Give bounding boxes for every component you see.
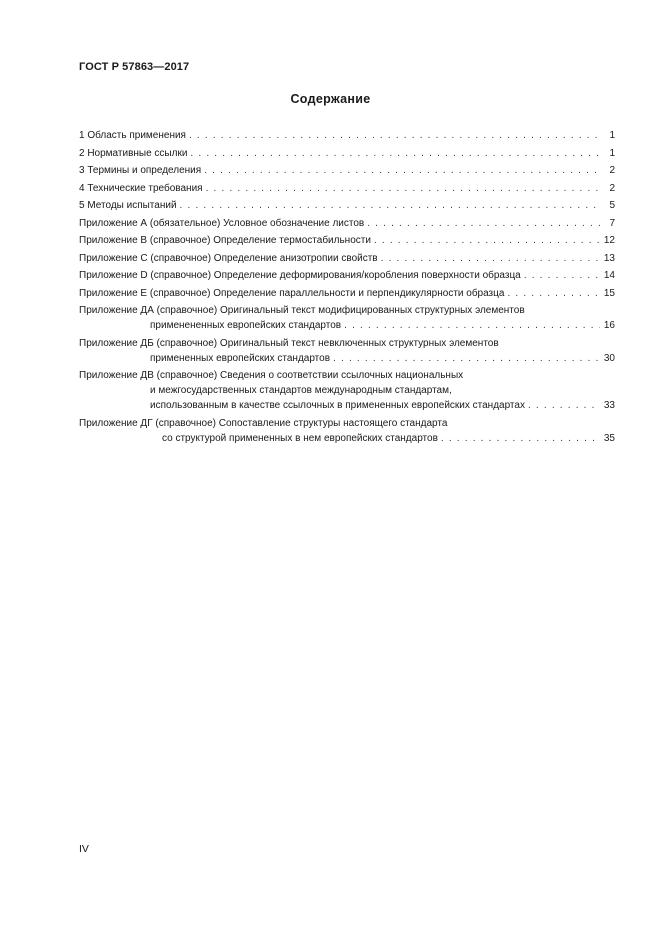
toc-leader <box>374 233 600 248</box>
toc-entry-title-continuation: и межгосударственных стандартов международным стандартам, <box>150 385 452 396</box>
toc-leader <box>333 351 600 366</box>
toc-entry-title: Приложение А (обязательное) Условное обозначение листов <box>79 217 365 229</box>
toc-entry-title: Приложение В (справочное) Определение термостабильности <box>79 235 371 246</box>
toc-page-number: 33 <box>603 400 615 411</box>
page-title: Содержание <box>290 92 371 106</box>
page-number: IV <box>79 843 89 855</box>
toc-entry-title: 1 Область применения <box>79 130 186 141</box>
toc-entry-title: Приложение D (справочное) Определение деформирования/коробления поверхности образца <box>79 270 521 281</box>
toc-page-number: 2 <box>609 182 615 194</box>
toc-entry-title: Приложение ДГ (справочное) Сопоставление структуры настоящего стандарта <box>79 417 448 429</box>
toc-leader <box>206 181 600 196</box>
toc-entry[interactable] <box>79 198 615 213</box>
toc-entry[interactable] <box>79 336 615 366</box>
toc-entry-title: Приложение С (справочное) Определение анизотропии свойств <box>79 252 378 264</box>
toc-entry-title: Приложение ДБ (справочное) Оригинальный текст невключенных структурных элементов <box>79 337 499 349</box>
toc-entry[interactable] <box>79 286 615 301</box>
toc-page-number: 15 <box>603 287 615 299</box>
toc-page-number: 35 <box>603 432 615 444</box>
toc-entry[interactable] <box>79 268 615 283</box>
toc-entry[interactable] <box>79 251 615 266</box>
toc-entry-title-continuation: применененных европейских стандартов <box>150 320 342 331</box>
toc-entry-title: 2 Нормативные ссылки <box>79 147 188 159</box>
toc-page-number: 30 <box>603 352 615 364</box>
toc-entry-title: 4 Технические требования <box>79 182 203 194</box>
toc-leader <box>189 128 600 143</box>
toc-entry[interactable] <box>79 416 615 446</box>
toc-entry[interactable] <box>79 146 615 161</box>
toc-entry-title: 3 Термины и определения <box>79 165 202 176</box>
toc-entry[interactable] <box>79 181 615 196</box>
toc-entry-title: 5 Методы испытаний <box>79 200 177 211</box>
toc-leader <box>204 163 600 178</box>
toc-page-number: 7 <box>609 217 615 229</box>
toc-page-number: 5 <box>609 200 615 211</box>
toc-entry-title: Приложение ДВ (справочное) Сведения о соответствии ссылочных национальных <box>79 370 464 381</box>
toc-page-number: 12 <box>603 235 615 246</box>
toc-entry[interactable] <box>79 303 615 333</box>
document-code: ГОСТ Р 57863—2017 <box>79 61 190 73</box>
toc-page-number: 1 <box>609 147 615 159</box>
toc-entry[interactable] <box>79 368 615 413</box>
toc-entry-title: Приложение ДА (справочное) Оригинальный текст модифицированных структурных элементов <box>79 305 525 316</box>
toc-leader <box>190 146 600 161</box>
toc-entry[interactable] <box>79 233 615 248</box>
toc-leader <box>344 318 600 333</box>
toc-page-number: 13 <box>603 252 615 264</box>
table-of-contents <box>79 128 615 448</box>
toc-entry[interactable] <box>79 163 615 178</box>
toc-page-number: 16 <box>603 320 615 331</box>
toc-leader <box>524 268 600 283</box>
toc-page-number: 14 <box>603 270 615 281</box>
toc-entry[interactable] <box>79 216 615 231</box>
toc-leader <box>381 251 600 266</box>
toc-leader <box>528 398 600 413</box>
toc-entry[interactable] <box>79 128 615 143</box>
toc-entry-title: Приложение Е (справочное) Определение параллельности и перпендикулярности образца <box>79 287 505 299</box>
toc-leader <box>507 286 600 301</box>
toc-page-number: 2 <box>609 165 615 176</box>
toc-leader <box>441 431 600 446</box>
toc-page-number: 1 <box>609 130 615 141</box>
toc-entry-title-continuation: примененных европейских стандартов <box>150 352 331 364</box>
toc-entry-title-continuation: использованным в качестве ссылочных в примененных европейских стандартах <box>150 400 525 411</box>
toc-entry-title-continuation: со структурой примененных в нем европейских стандартов <box>162 432 438 444</box>
toc-leader <box>367 216 600 231</box>
toc-leader <box>180 198 600 213</box>
